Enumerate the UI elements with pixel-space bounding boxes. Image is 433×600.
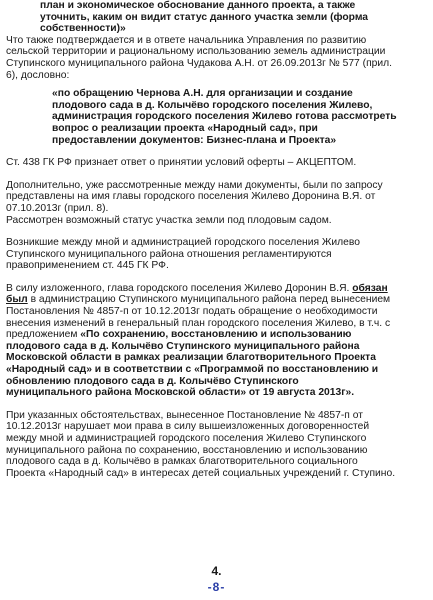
heading-line: план и экономическое обоснование данного проекта, а также xyxy=(40,0,356,11)
text-line: внесения изменений в генеральный план городского поселения Жилево, в т.ч. с xyxy=(6,317,391,329)
text-line: Что также подтверждается и в ответе начальника Управления по развитию xyxy=(6,34,367,46)
text-line xyxy=(6,283,427,295)
text-line: Ступинского муниципального района Чудакова А.Н. от 26.09.2013г № 577 (прил. xyxy=(6,57,392,69)
paragraph-documents xyxy=(6,180,427,226)
text-line: муниципального района Московской области» от 19 августа 2013г». xyxy=(6,387,355,399)
text-line xyxy=(6,329,427,341)
text-line: между мной и администрацией городского поселения Жилево Ступинского xyxy=(6,433,367,444)
text-line: Постановления № 4857-п от 10.12.2013г подать обращение о необходимости xyxy=(6,306,378,318)
text-line: представлены на имя главы городского поселения Жилево Доронина В.Я. от xyxy=(6,191,376,203)
text-line: Дополнительно, уже рассмотренные между нами документы, были по запросу xyxy=(6,179,383,191)
text-line: плодового сада в д. Колычёво в рамках благотворительного социального xyxy=(6,456,358,468)
text-span: в администрацию Ступинского муниципального района перед вынесением xyxy=(27,294,391,306)
text-span: В силу изложенного, глава городского поселения Жилево Доронин В.Я. xyxy=(6,282,353,294)
text-line: 07.10.2013г (прил. 8). xyxy=(6,202,109,214)
quote-line: плодового сада в д. Колычёво городского поселения Жилево, xyxy=(52,99,373,111)
text-line xyxy=(6,294,427,306)
paragraph-acceptance xyxy=(6,157,427,169)
text-line: Проекта «Народный сад» в интересах детей социальных учреждений г. Ступино. xyxy=(6,467,396,479)
paragraph-obligation xyxy=(6,283,427,399)
text-line: Рассмотрен возможный статус участка земли под плодовым садом. xyxy=(6,214,332,226)
quote-line: вопрос о реализации проекта «Народный сад», при xyxy=(52,122,318,134)
quote-block xyxy=(6,88,427,146)
text-line: «Народный сад» и в соответствии с «Программой по восстановлению и xyxy=(6,364,379,376)
text-line: Ст. 438 ГК РФ признает ответ о принятии условий оферты – АКЦЕПТОМ. xyxy=(6,157,357,169)
text-line: Московской области в рамках реализации благотворительного Проекта xyxy=(6,352,376,364)
heading-line: собственности)» xyxy=(40,23,126,35)
text-line: плодового сада в д. Колычёво Ступинского муниципального района xyxy=(6,340,360,352)
emphasis-was: был xyxy=(6,294,28,306)
quote-line: «по обращению Чернова А.Н. для организации и создание xyxy=(52,88,353,100)
text-line: При указанных обстоятельствах, вынесенное Постановление № 4857-п от xyxy=(6,409,363,421)
quote-line: предоставлении документов: Бизнес-плана и Проекта» xyxy=(52,134,337,146)
text-line: муниципального района по сохранению, восстановлению и использованию xyxy=(6,444,368,456)
text-line: правоприменением ст. 445 ГК РФ. xyxy=(6,260,169,272)
heading-line: уточнить, каким он видит статус данного участка земли (форма xyxy=(40,11,369,23)
paragraph-relations xyxy=(6,237,427,272)
text-line: Ступинского муниципального района отношения регламентируются xyxy=(6,248,332,260)
emphasis-obliged: обязан xyxy=(352,282,388,294)
document-page xyxy=(6,0,427,600)
paragraph-confirmation xyxy=(6,35,427,81)
text-line: 10.12.2013г нарушает мои права в силу вышеизложенных договоренностей xyxy=(6,421,370,433)
quote-line: администрация городского поселения Жилево готова рассмотреть xyxy=(52,111,397,123)
section-number: 4. xyxy=(211,564,222,578)
heading-continuation xyxy=(6,0,427,35)
text-line: обновлению плодового сада в д. Колычёво Ступинского xyxy=(6,375,299,387)
text-line: Возникшие между мной и администрацией городского поселения Жилево xyxy=(6,237,360,249)
text-line: 6), дословно: xyxy=(6,69,70,81)
paragraph-violation xyxy=(6,410,427,480)
emphasis-proposal: «По сохранению, восстановлению и использованию xyxy=(80,329,352,341)
page-number: -8- xyxy=(207,580,226,594)
text-span: предложением xyxy=(6,329,81,341)
text-line: сельской территории и рациональному использованию земель администрации xyxy=(6,46,386,58)
